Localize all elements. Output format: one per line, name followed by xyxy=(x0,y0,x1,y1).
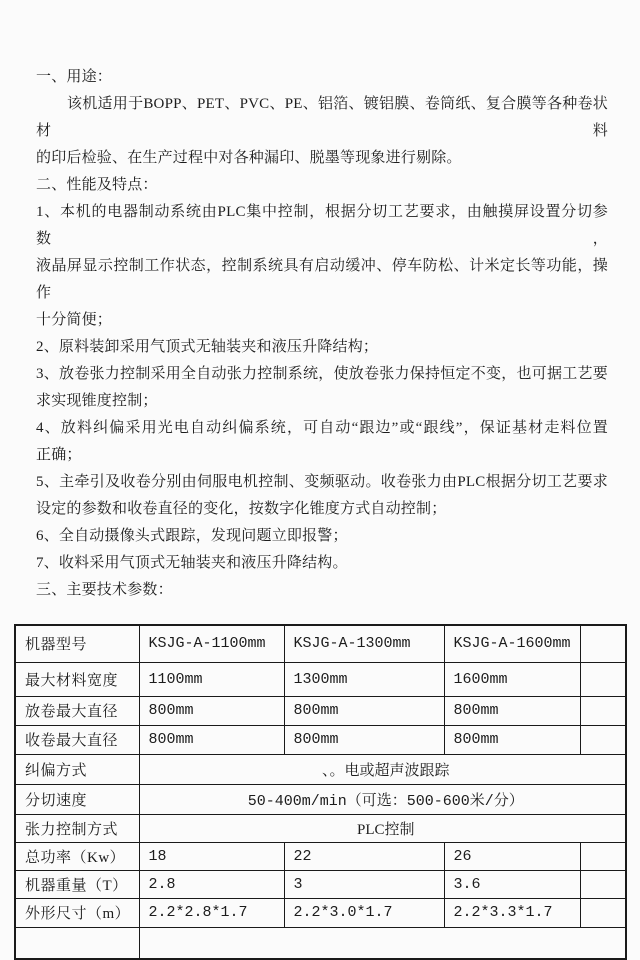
table-row-empty xyxy=(15,927,626,959)
row-label: 总功率（Kw） xyxy=(15,842,139,870)
table-cell-merged: PLC控制 xyxy=(139,814,626,842)
table-cell: 3.6 xyxy=(444,870,580,898)
feature-item-line: 1、本机的电器制动系统由PLC集中控制，根据分切工艺要求，由触摸屏设置分切参数， xyxy=(36,204,608,247)
table-row-slitting-speed xyxy=(15,784,626,814)
table-cell-empty xyxy=(580,696,626,725)
table-cell: 2.2*3.3*1.7 xyxy=(444,898,580,927)
table-cell-merged xyxy=(139,927,626,959)
table-row-dimensions xyxy=(15,898,626,927)
row-label: 外形尺寸（m） xyxy=(15,898,139,927)
feature-item-line: 5、主牵引及收卷分别由伺服电机控制、变频驱动。收卷张力由PLC根据分切工艺要求 xyxy=(36,474,608,490)
table-cell: KSJG-A-1300mm xyxy=(284,625,444,662)
table-row-machine-weight xyxy=(15,870,626,898)
section-heading-usage: 一、用途： xyxy=(36,69,113,85)
section-heading-parameters: 三、主要技术参数： xyxy=(36,582,173,598)
row-label: 分切速度 xyxy=(15,784,139,814)
feature-item-line: 正确； xyxy=(36,447,82,463)
table-cell-empty xyxy=(580,625,626,662)
table-cell-empty xyxy=(580,898,626,927)
table-cell: KSJG-A-1600mm xyxy=(444,625,580,662)
table-cell: KSJG-A-1100mm xyxy=(139,625,284,662)
row-label: 收卷最大直径 xyxy=(15,725,139,754)
feature-item-line: 十分简便； xyxy=(36,312,113,328)
table-row-tension-control xyxy=(15,814,626,842)
table-cell-empty xyxy=(580,662,626,696)
table-row-model xyxy=(15,625,626,662)
row-label: 放卷最大直径 xyxy=(15,696,139,725)
table-cell: 18 xyxy=(139,842,284,870)
section-heading-features: 二、性能及特点： xyxy=(36,177,158,193)
table-cell: 2.8 xyxy=(139,870,284,898)
feature-item-line: 2、原料装卸采用气顶式无轴装夹和液压升降结构； xyxy=(36,339,379,355)
row-label xyxy=(15,927,139,959)
table-cell: 800mm xyxy=(284,725,444,754)
table-cell: 2.2*2.8*1.7 xyxy=(139,898,284,927)
table-cell: 800mm xyxy=(284,696,444,725)
table-cell-merged: 、。电或超声波跟踪 xyxy=(139,754,626,784)
table-cell: 1100mm xyxy=(139,662,284,696)
table-row-total-power xyxy=(15,842,626,870)
feature-item-line: 3、放卷张力控制采用全自动张力控制系统，使放卷张力保持恒定不变，也可据工艺要 xyxy=(36,366,608,382)
table-cell-empty xyxy=(580,870,626,898)
table-cell: 26 xyxy=(444,842,580,870)
table-cell: 2.2*3.0*1.7 xyxy=(284,898,444,927)
table-row-rewind-diameter xyxy=(15,725,626,754)
table-cell-empty xyxy=(580,842,626,870)
table-cell: 800mm xyxy=(139,725,284,754)
table-row-correction-mode xyxy=(15,754,626,784)
table-cell: 22 xyxy=(284,842,444,870)
feature-item-line: 4、放料纠偏采用光电自动纠偏系统，可自动“跟边”或“跟线”，保证基材走料位置 xyxy=(36,420,608,436)
table-cell: 1300mm xyxy=(284,662,444,696)
table-cell: 800mm xyxy=(444,696,580,725)
paragraph-line: 的印后检验、在生产过程中对各种漏印、脱墨等现象进行剔除。 xyxy=(36,150,462,166)
table-row-unwind-diameter xyxy=(15,696,626,725)
row-label: 纠偏方式 xyxy=(15,754,139,784)
feature-item-line: 求实现锥度控制； xyxy=(36,393,158,409)
feature-item-line: 液晶屏显示控制工作状态，控制系统具有启动缓冲、停车防松、计米定长等功能，操作 xyxy=(36,258,608,301)
row-label: 机器型号 xyxy=(15,625,139,662)
table-row-max-width xyxy=(15,662,626,696)
feature-item-line: 7、收料采用气顶式无轴装夹和液压升降结构。 xyxy=(36,555,348,571)
feature-item-line: 设定的参数和收卷直径的变化，按数字化锥度方式自动控制； xyxy=(36,501,447,517)
table-cell: 800mm xyxy=(444,725,580,754)
feature-item-line: 6、全自动摄像头式跟踪，发现问题立即报警； xyxy=(36,528,348,544)
row-label: 最大材料宽度 xyxy=(15,662,139,696)
paragraph-line: 该机适用于BOPP、PET、PVC、PE、铝箔、镀铝膜、卷筒纸、复合膜等各种卷状材料 xyxy=(36,96,608,139)
tech-parameters-table xyxy=(14,624,627,960)
row-label: 张力控制方式 xyxy=(15,814,139,842)
table-cell: 1600mm xyxy=(444,662,580,696)
table-cell: 800mm xyxy=(139,696,284,725)
table-cell-empty xyxy=(580,725,626,754)
table-cell-merged: 50-400m/min（可选：500-600米/分） xyxy=(139,784,626,814)
row-label: 机器重量（T） xyxy=(15,870,139,898)
table-cell: 3 xyxy=(284,870,444,898)
